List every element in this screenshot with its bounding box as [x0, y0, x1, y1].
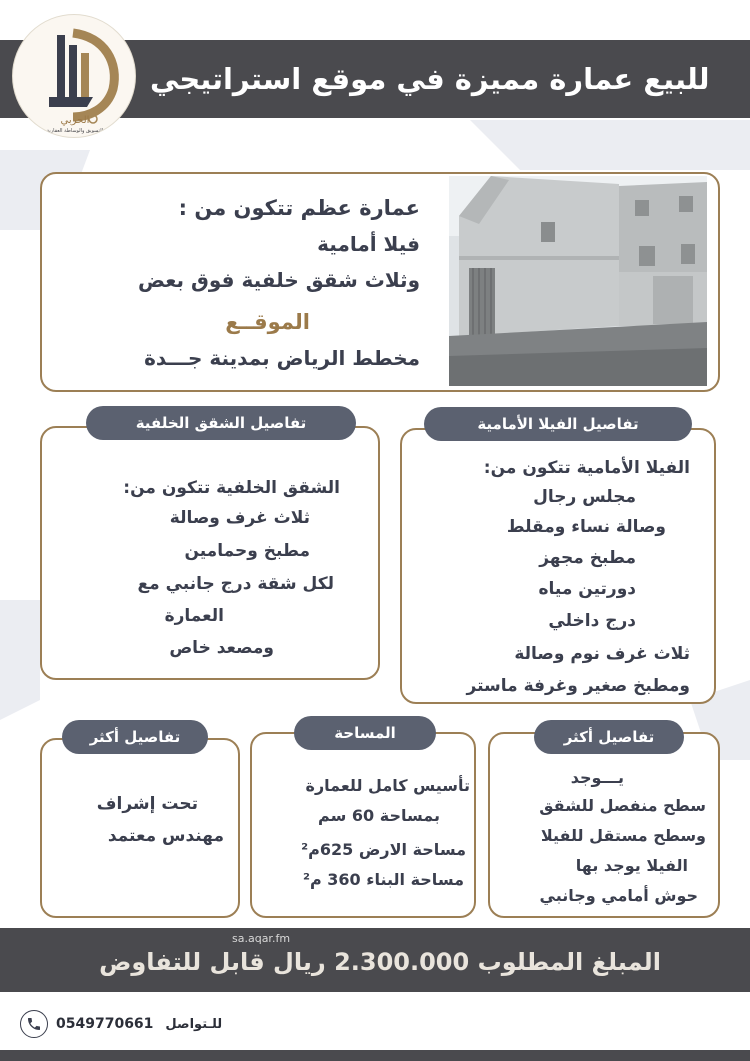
contact-label: للـتواصل [165, 1016, 223, 1032]
phone-icon [20, 1010, 48, 1038]
rear-apartments-item: العمارة [164, 606, 224, 626]
phone-number[interactable]: 0549770661 [56, 1016, 154, 1032]
more-details-left-title: تفاصيل أكثر [62, 720, 208, 754]
area-item: تأسيس كامل للعمارة [305, 776, 470, 795]
area-box [250, 732, 476, 918]
area-item: بمساحة 60 سم [318, 806, 440, 825]
more-details-right-item: حوش أمامي وجانبي [539, 886, 698, 905]
intro-line-2: فيلا أمامية [317, 232, 420, 256]
rear-apartments-item: الشقق الخلفية تتكون من: [123, 478, 340, 498]
front-villa-title: تفاصيل الفيلا الأمامية [424, 407, 692, 441]
front-villa-item: ثلاث غرف نوم وصالة [514, 644, 690, 664]
rear-apartments-item: ثلاث غرف وصالة [169, 508, 310, 528]
more-details-right-item: وسطح مستقل للفيلا [540, 826, 706, 845]
more-details-right-item: سطح منفصل للشقق [539, 796, 706, 815]
more-details-right-item: يـــوجد [570, 768, 624, 787]
front-villa-item: الفيلا الأمامية تتكون من: [483, 458, 690, 478]
rear-apartments-item: مطبخ وحمامين [184, 541, 310, 561]
rear-apartments-item: ومصعد خاص [169, 638, 274, 658]
area-title: المساحة [294, 716, 436, 750]
building-photo [449, 176, 707, 386]
footer-bar [0, 1050, 750, 1061]
more-details-right-item: الفيلا يوجد بها [575, 856, 688, 875]
rear-apartments-item: لكل شقة درج جانبي مع [137, 574, 334, 594]
area-item: مساحة الارض 625م² [301, 840, 466, 859]
more-details-left-item: تحت إشراف [96, 794, 198, 814]
front-villa-item: مطبخ مجهز [539, 548, 636, 568]
page-title: للبيع عمارة مميزة في موقع استراتيجي [150, 62, 710, 96]
front-villa-item: درج داخلي [548, 611, 636, 631]
front-villa-item: مجلس رجال [533, 487, 636, 507]
company-logo [12, 14, 136, 138]
price-text: المبلغ المطلوب 2.300.000 ريال قابل للتفاوض [99, 948, 661, 976]
more-details-right-title: تفاصيل أكثر [534, 720, 684, 754]
front-villa-item: ومطبخ صغير وغرفة ماستر [466, 676, 690, 696]
contact-row [20, 1006, 240, 1042]
intro-line-3: وثلاث شقق خلفية فوق بعض [137, 268, 420, 292]
logo-tagline: للتسويق والوساطة العقارية [46, 128, 104, 134]
intro-line-1: عمارة عظم تتكون من : [178, 196, 420, 220]
front-villa-item: دورتين مياه [538, 579, 636, 599]
more-details-left-item: مهندس معتمد [107, 826, 224, 846]
front-villa-item: وصالة نساء ومقلط [506, 517, 666, 537]
location-value: مخطط الرياض بمدينة جـــدة [144, 346, 420, 370]
area-item: مساحة البناء 360 م² [302, 870, 464, 889]
watermark: sa.aqar.fm [232, 932, 291, 945]
rear-apartments-title: تفاصيل الشقق الخلفية [86, 406, 356, 440]
location-title: الموقــع [225, 310, 310, 334]
logo-name: الحربي [60, 115, 90, 126]
